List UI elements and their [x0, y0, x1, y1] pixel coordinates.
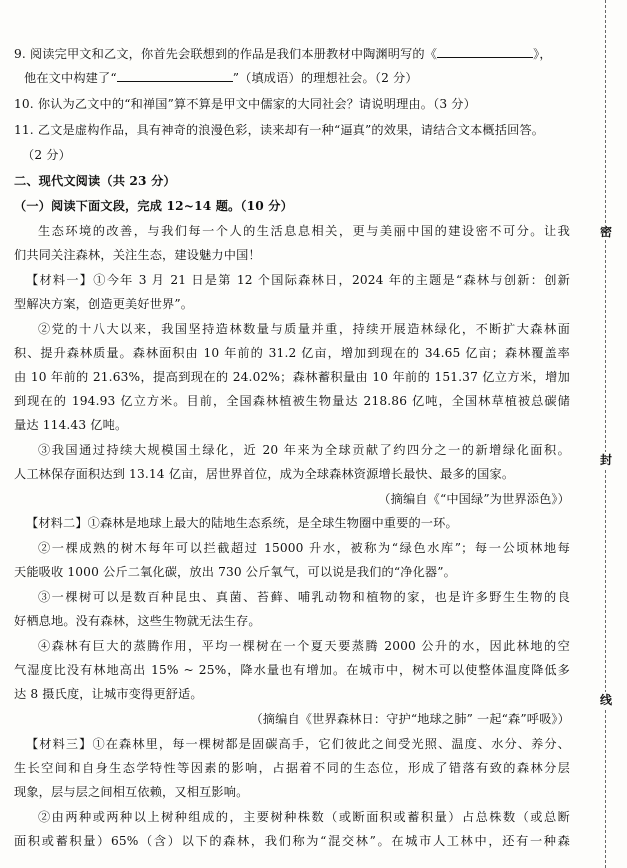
material1-line: 积、提升森林质量。森林面积由 10 年前的 31.2 亿亩，增加到现在的 34.65 亿亩；森林覆盖率: [14, 346, 570, 360]
material2-line: ③一棵树可以是数百种昆虫、真菌、苔藓、哺乳动物和植物的家，也是许多野生生物的良: [38, 590, 570, 604]
answer-blank-title[interactable]: [437, 46, 533, 58]
material3-line: 生长空间和自身生态学特性等因素的影响，占据着不同的生态位，形成了错落有致的森林分层: [14, 761, 570, 775]
material2-line: 好栖息地。没有森林，这些生物就无法生存。: [14, 614, 261, 628]
answer-blank-idiom[interactable]: [117, 70, 233, 82]
material1-line: 量达 114.43 亿吨。: [14, 418, 128, 432]
material1-line: 【材料一】①今年 3 月 21 日是第 12 个国际森林日，2024 年的主题是“森林与创新：创新: [26, 273, 570, 287]
material1-line: 到现在的 194.93 亿立方米。目前，全国森林植被生物量达 218.86 亿吨，全国林草植被总碳储: [14, 394, 570, 408]
question-11-line2: （2 分）: [22, 148, 71, 162]
sub-section-heading: （一）阅读下面文段，完成 12~14 题。（10 分）: [14, 199, 293, 213]
section-heading: 二、现代文阅读（共 23 分）: [14, 174, 176, 188]
material1-line: 型解决方案，创造更美好世界”。: [14, 297, 194, 311]
intro-line: 们共同关注森林，关注生态，建设魅力中国！: [14, 248, 261, 262]
material1-line: 人工林保存面积达到 13.14 亿亩，居世界首位，成为全球森林资源增长最快、最多的国家。: [14, 467, 515, 481]
binding-dashed-line: [605, 0, 606, 868]
material3-line: 【材料三】①在森林里，每一棵树都是固碳高手，它们彼此之间受光照、温度、水分、养分、: [26, 737, 570, 751]
question-11-line1: 11. 乙文是虚构作品，具有神奇的浪漫色彩，读来却有一种“逼真”的效果，请结合文本概括回答。: [14, 123, 545, 137]
seal-char-xian: 线: [599, 693, 612, 707]
material1-line: 由 10 年前的 21.63%，提高到现在的 24.02%；森林蓄积量由 10 年前的 151.37 亿立方米，增加: [14, 370, 570, 384]
material3-line: 现象，层与层之间相互依赖，又相互影响。: [14, 785, 249, 799]
material2-line: 天能吸收 1000 公斤二氧化碳，放出 730 公斤氧气，可以说是我们的“净化器”。: [14, 565, 456, 579]
material2-line: 气湿度比没有林地高出 15% ~ 25%，降水量也有增加。在城市中，树木可以使整体温度降低多: [14, 663, 570, 677]
seal-char-mi: 密: [599, 225, 612, 239]
question-9-line1: 9. 阅读完甲文和乙文，你首先会联想到的作品是我们本册教材中陶渊明写的《 》，: [14, 47, 552, 61]
question-9-line2: 他在文中构建了“ ”（填成语）的理想社会。（2 分）: [24, 71, 418, 85]
material2-line: ④森林有巨大的蒸腾作用，平均一棵树在一个夏天要蒸腾 2000 公升的水，因此林地的空: [38, 639, 570, 653]
material1-line: ③我国通过持续大规模国土绿化，近 20 年来为全球贡献了约四分之一的新增绿化面积。: [38, 443, 570, 457]
material2-line: ②一棵成熟的树木每年可以拦截超过 15000 升水，被称为“绿色水库”；每一公顷林地每: [38, 541, 570, 555]
material2-line: 达 8 摄氏度，让城市变得更舒适。: [14, 687, 203, 701]
material2-line: 【材料二】①森林是地球上最大的陆地生态系统，是全球生物圈中重要的一环。: [26, 516, 458, 530]
material3-line: 面积或蓄积量）65%（含）以下的森林，我们称为“混交林”。在城市人工林中，还有一种森: [14, 834, 570, 848]
seal-char-feng: 封: [599, 453, 612, 467]
intro-line: 生态环境的改善，与我们每一个人的生活息息相关，更与美丽中国的建设密不可分。让我: [38, 224, 570, 238]
material1-source: （摘编自《“中国绿”为世界添色》）: [378, 492, 570, 506]
question-10: 10. 你认为乙文中的“和禅国”算不算是甲文中儒家的大同社会？请说明理由。（3 分）: [14, 97, 476, 111]
material1-line: ②党的十八大以来，我国坚持造林数量与质量并重，持续开展造林绿化，不断扩大森林面: [38, 322, 570, 336]
material3-line: ②由两种或两种以上树种组成的，主要树种株数（或断面积或蓄积量）占总株数（或总断: [38, 810, 570, 824]
material2-source: （摘编自《世界森林日：守护“地球之肺” 一起“森”呼吸》）: [250, 712, 570, 726]
